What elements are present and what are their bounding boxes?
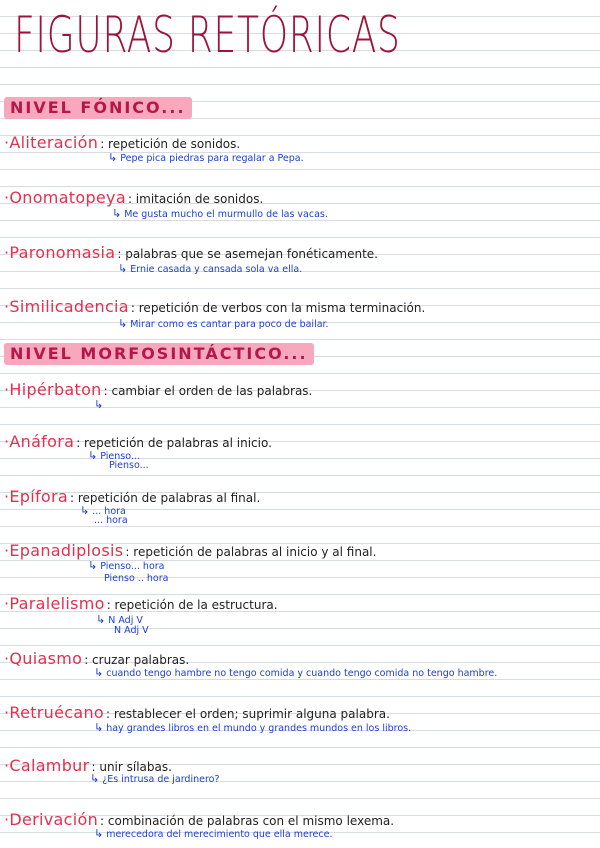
term-onomatopeya: ·Onomatopeya: [4, 188, 126, 207]
entry-retruecano: [4, 703, 390, 722]
section-heading-fonico: NIVEL FÓNICO...: [4, 97, 192, 119]
term-epanadiplosis: ·Epanadiplosis: [4, 541, 124, 560]
example-derivacion: ↳ merecedora del merecimiento que ella merece.: [94, 827, 333, 840]
page-title: FIGURAS RETÓRICAS: [14, 6, 401, 64]
entry-similicadencia: [4, 297, 425, 316]
arrow-icon: ↳: [94, 827, 104, 840]
definition-retruecano: : restablecer el orden; suprimir alguna palabra.: [106, 707, 390, 721]
example-similicadencia: ↳ Mirar como es cantar para poco de bailar.: [118, 317, 329, 330]
term-retruecano: ·Retruécano: [4, 703, 104, 722]
definition-calambur: : unir sílabas.: [91, 760, 172, 774]
term-anafora: ·Anáfora: [4, 432, 75, 451]
entry-paralelismo: [4, 594, 278, 613]
definition-aliteracion: : repetición de sonidos.: [100, 137, 241, 151]
term-paralelismo: ·Paralelismo: [4, 594, 105, 613]
definition-paronomasia: : palabras que se asemejan fonéticamente.: [117, 247, 378, 261]
arrow-icon: ↳: [88, 559, 98, 572]
arrow-icon: ↳: [96, 613, 106, 626]
example-paralelismo-2: N Adj V: [114, 625, 149, 636]
example-calambur: ↳ ¿Es intrusa de jardinero?: [90, 772, 220, 785]
definition-anafora: : repetición de palabras al inicio.: [76, 436, 272, 450]
example-epifora-1: ↳ ... hora: [80, 504, 126, 517]
example-epanadiplosis-1: ↳ Pienso... hora: [88, 559, 165, 572]
arrow-icon: ↳: [94, 398, 104, 411]
example-hiperbaton: [94, 398, 106, 411]
definition-similicadencia: : repetición de verbos con la misma terminación.: [130, 301, 426, 315]
term-paronomasia: ·Paronomasia: [4, 243, 116, 262]
entry-onomatopeya: [4, 188, 263, 207]
term-aliteracion: ·Aliteración: [4, 133, 99, 152]
term-calambur: ·Calambur: [4, 756, 90, 775]
arrow-icon: ↳: [118, 317, 128, 330]
arrow-icon: ↳: [94, 666, 104, 679]
arrow-icon: ↳: [108, 151, 118, 164]
term-quiasmo: ·Quiasmo: [4, 649, 83, 668]
definition-epifora: : repetición de palabras al final.: [70, 491, 261, 505]
term-epifora: ·Epífora: [4, 487, 69, 506]
example-epifora-2: ... hora: [94, 515, 128, 526]
arrow-icon: ↳: [94, 721, 104, 734]
term-hiperbaton: ·Hipérbaton: [4, 380, 102, 399]
entry-epifora: [4, 487, 260, 506]
definition-onomatopeya: : imitación de sonidos.: [127, 192, 264, 206]
term-similicadencia: ·Similicadencia: [4, 297, 129, 316]
example-epanadiplosis-2: Pienso .. hora: [104, 573, 169, 584]
definition-epanadiplosis: : repetición de palabras al inicio y al final.: [125, 545, 377, 559]
example-aliteracion: ↳ Pepe pica piedras para regalar a Pepa.: [108, 151, 304, 164]
entry-aliteracion: [4, 133, 240, 152]
arrow-icon: ↳: [112, 207, 122, 220]
example-retruecano: ↳ hay grandes libros en el mundo y grandes mundos en los libros.: [94, 721, 412, 734]
entry-paronomasia: [4, 243, 378, 262]
example-anafora-2: Pienso...: [109, 460, 149, 471]
example-anafora-1: ↳ Pienso...: [88, 449, 140, 462]
arrow-icon: ↳: [88, 449, 98, 462]
entry-epanadiplosis: [4, 541, 376, 560]
example-quiasmo: ↳ cuando tengo hambre no tengo comida y cuando tengo comida no tengo hambre.: [94, 666, 498, 679]
definition-paralelismo: : repetición de la estructura.: [106, 598, 278, 612]
term-derivacion: ·Derivación: [4, 810, 99, 829]
definition-derivacion: : combinación de palabras con el mismo lexema.: [100, 814, 395, 828]
arrow-icon: ↳: [90, 772, 100, 785]
arrow-icon: ↳: [80, 504, 90, 517]
definition-quiasmo: : cruzar palabras.: [84, 653, 190, 667]
definition-hiperbaton: : cambiar el orden de las palabras.: [103, 384, 313, 398]
section-heading-morfosintactico: NIVEL MORFOSINTÁCTICO...: [4, 343, 314, 365]
entry-hiperbaton: [4, 380, 312, 399]
example-paralelismo-1: ↳ N Adj V: [96, 613, 143, 626]
example-paronomasia: ↳ Ernie casada y cansada sola va ella.: [118, 262, 303, 275]
example-onomatopeya: ↳ Me gusta mucho el murmullo de las vacas.: [112, 207, 328, 220]
arrow-icon: ↳: [118, 262, 128, 275]
